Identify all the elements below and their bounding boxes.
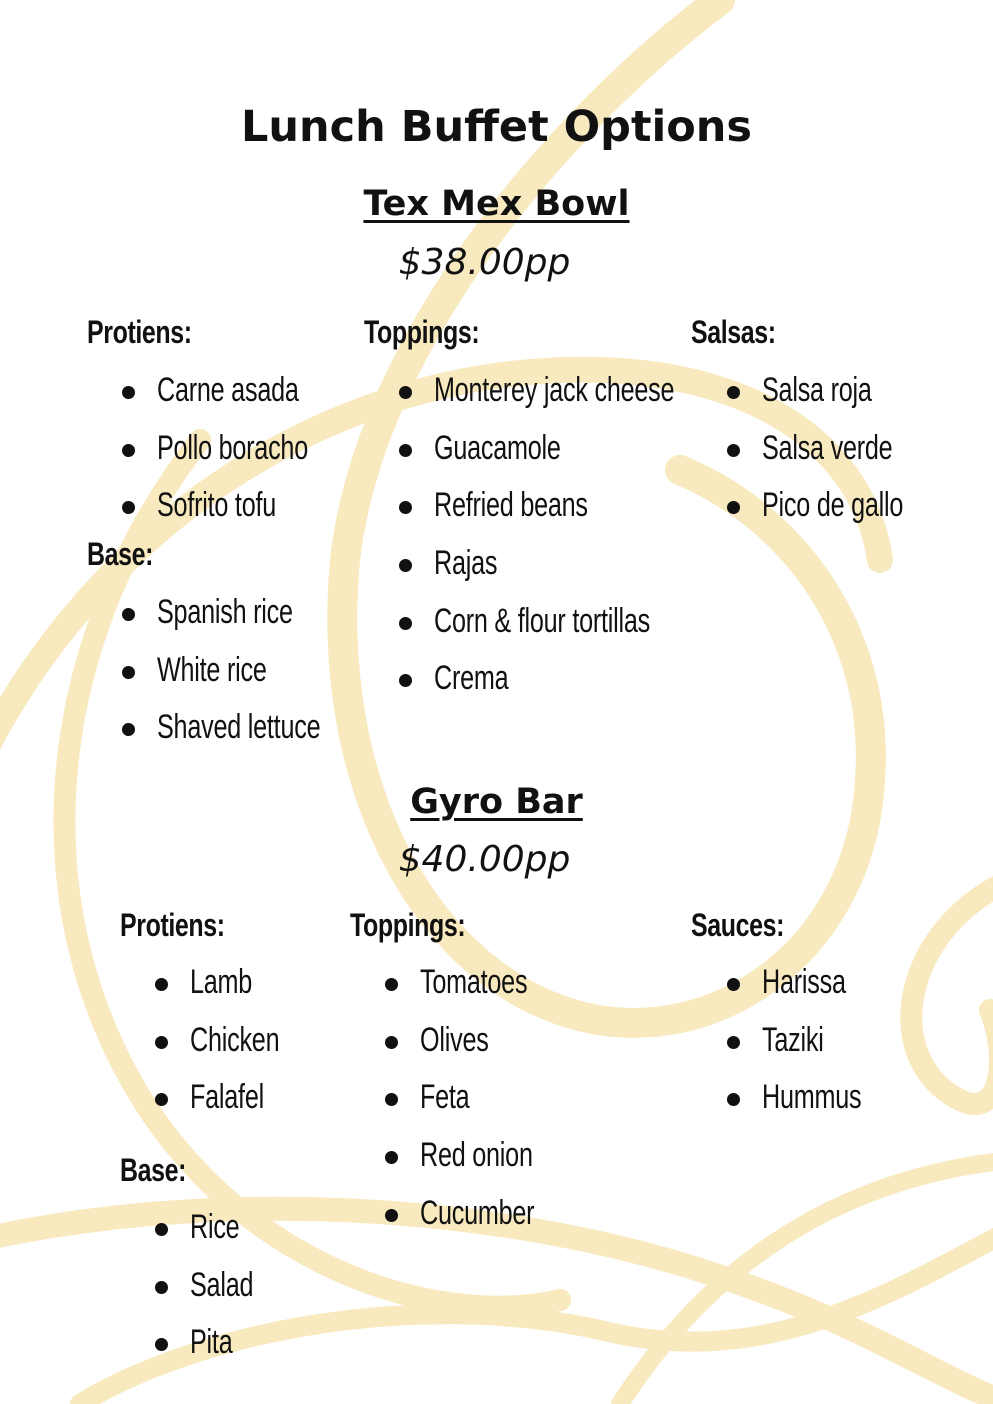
bullet-icon: [385, 1209, 398, 1222]
bullet-icon: [122, 386, 135, 399]
bullet-icon: [122, 444, 135, 457]
list-item-label: Chicken: [190, 1020, 280, 1059]
tex-mex-toppings-heading: Toppings:: [364, 314, 480, 350]
list-item-label: Falafel: [190, 1078, 264, 1117]
bullet-icon: [385, 1151, 398, 1164]
bullet-icon: [122, 666, 135, 679]
bullet-icon: [727, 1036, 740, 1049]
list-item-label: Pollo boracho: [157, 428, 308, 467]
list-item-label: White rice: [157, 650, 267, 689]
list-item-label: Salsa roja: [762, 371, 872, 409]
list-item-label: Guacamole: [434, 428, 561, 467]
list-item-label: Monterey jack cheese: [434, 371, 675, 409]
list-item-label: Feta: [420, 1078, 470, 1117]
section-title-gyro-bar: Gyro Bar: [410, 782, 583, 822]
list-item-label: Pita: [190, 1323, 233, 1362]
list-item-label: Sofrito tofu: [157, 486, 277, 525]
list-item-label: Shaved lettuce: [157, 708, 321, 747]
section-price-tex-mex: $38.00pp: [398, 242, 571, 283]
bullet-icon: [122, 501, 135, 514]
page-title: Lunch Buffet Options: [241, 102, 752, 152]
gyro-toppings-heading: Toppings:: [350, 907, 466, 943]
gyro-sauces-heading: Sauces:: [691, 907, 785, 943]
bullet-icon: [155, 1093, 168, 1106]
list-item-label: Salsa verde: [762, 428, 893, 467]
tex-mex-proteins-heading: Protiens:: [87, 314, 192, 350]
bullet-icon: [155, 1338, 168, 1351]
list-item-label: Olives: [420, 1020, 489, 1059]
list-item-label: Rajas: [434, 544, 498, 583]
list-item-label: Salad: [190, 1265, 254, 1304]
tex-mex-salsas-heading: Salsas:: [691, 314, 776, 350]
bullet-icon: [155, 978, 168, 991]
list-item-label: Harissa: [762, 963, 846, 1001]
list-item-label: Corn & flour tortillas: [434, 601, 651, 640]
list-item-label: Tomatoes: [420, 963, 528, 1001]
bullet-icon: [727, 501, 740, 514]
tex-mex-base-heading: Base:: [87, 536, 154, 572]
bullet-icon: [727, 444, 740, 457]
list-item-label: Hummus: [762, 1078, 862, 1117]
list-item-label: Lamb: [190, 963, 253, 1001]
list-item-label: Pico de gallo: [762, 486, 904, 525]
section-title-tex-mex: Tex Mex Bowl: [363, 184, 630, 224]
bullet-icon: [155, 1223, 168, 1236]
list-item-label: Crema: [434, 659, 509, 698]
gyro-proteins-heading: Protiens:: [120, 907, 225, 943]
bullet-icon: [399, 617, 412, 630]
bullet-icon: [155, 1036, 168, 1049]
list-item-label: Refried beans: [434, 486, 588, 525]
bullet-icon: [385, 978, 398, 991]
bullet-icon: [385, 1036, 398, 1049]
list-item-label: Carne asada: [157, 371, 299, 409]
list-item-label: Cucumber: [420, 1193, 535, 1232]
bullet-icon: [122, 608, 135, 621]
list-item-label: Taziki: [762, 1020, 824, 1059]
list-item-label: Rice: [190, 1208, 240, 1246]
section-price-gyro-bar: $40.00pp: [398, 839, 571, 880]
bullet-icon: [399, 501, 412, 514]
bullet-icon: [399, 674, 412, 687]
bullet-icon: [727, 1093, 740, 1106]
bullet-icon: [399, 559, 412, 572]
bullet-icon: [155, 1281, 168, 1294]
bullet-icon: [399, 386, 412, 399]
gyro-base-heading: Base:: [120, 1152, 187, 1188]
list-item-label: Red onion: [420, 1136, 533, 1175]
bullet-icon: [399, 444, 412, 457]
list-item-label: Spanish rice: [157, 593, 293, 631]
bullet-icon: [727, 978, 740, 991]
bullet-icon: [727, 386, 740, 399]
bullet-icon: [122, 723, 135, 736]
bullet-icon: [385, 1093, 398, 1106]
